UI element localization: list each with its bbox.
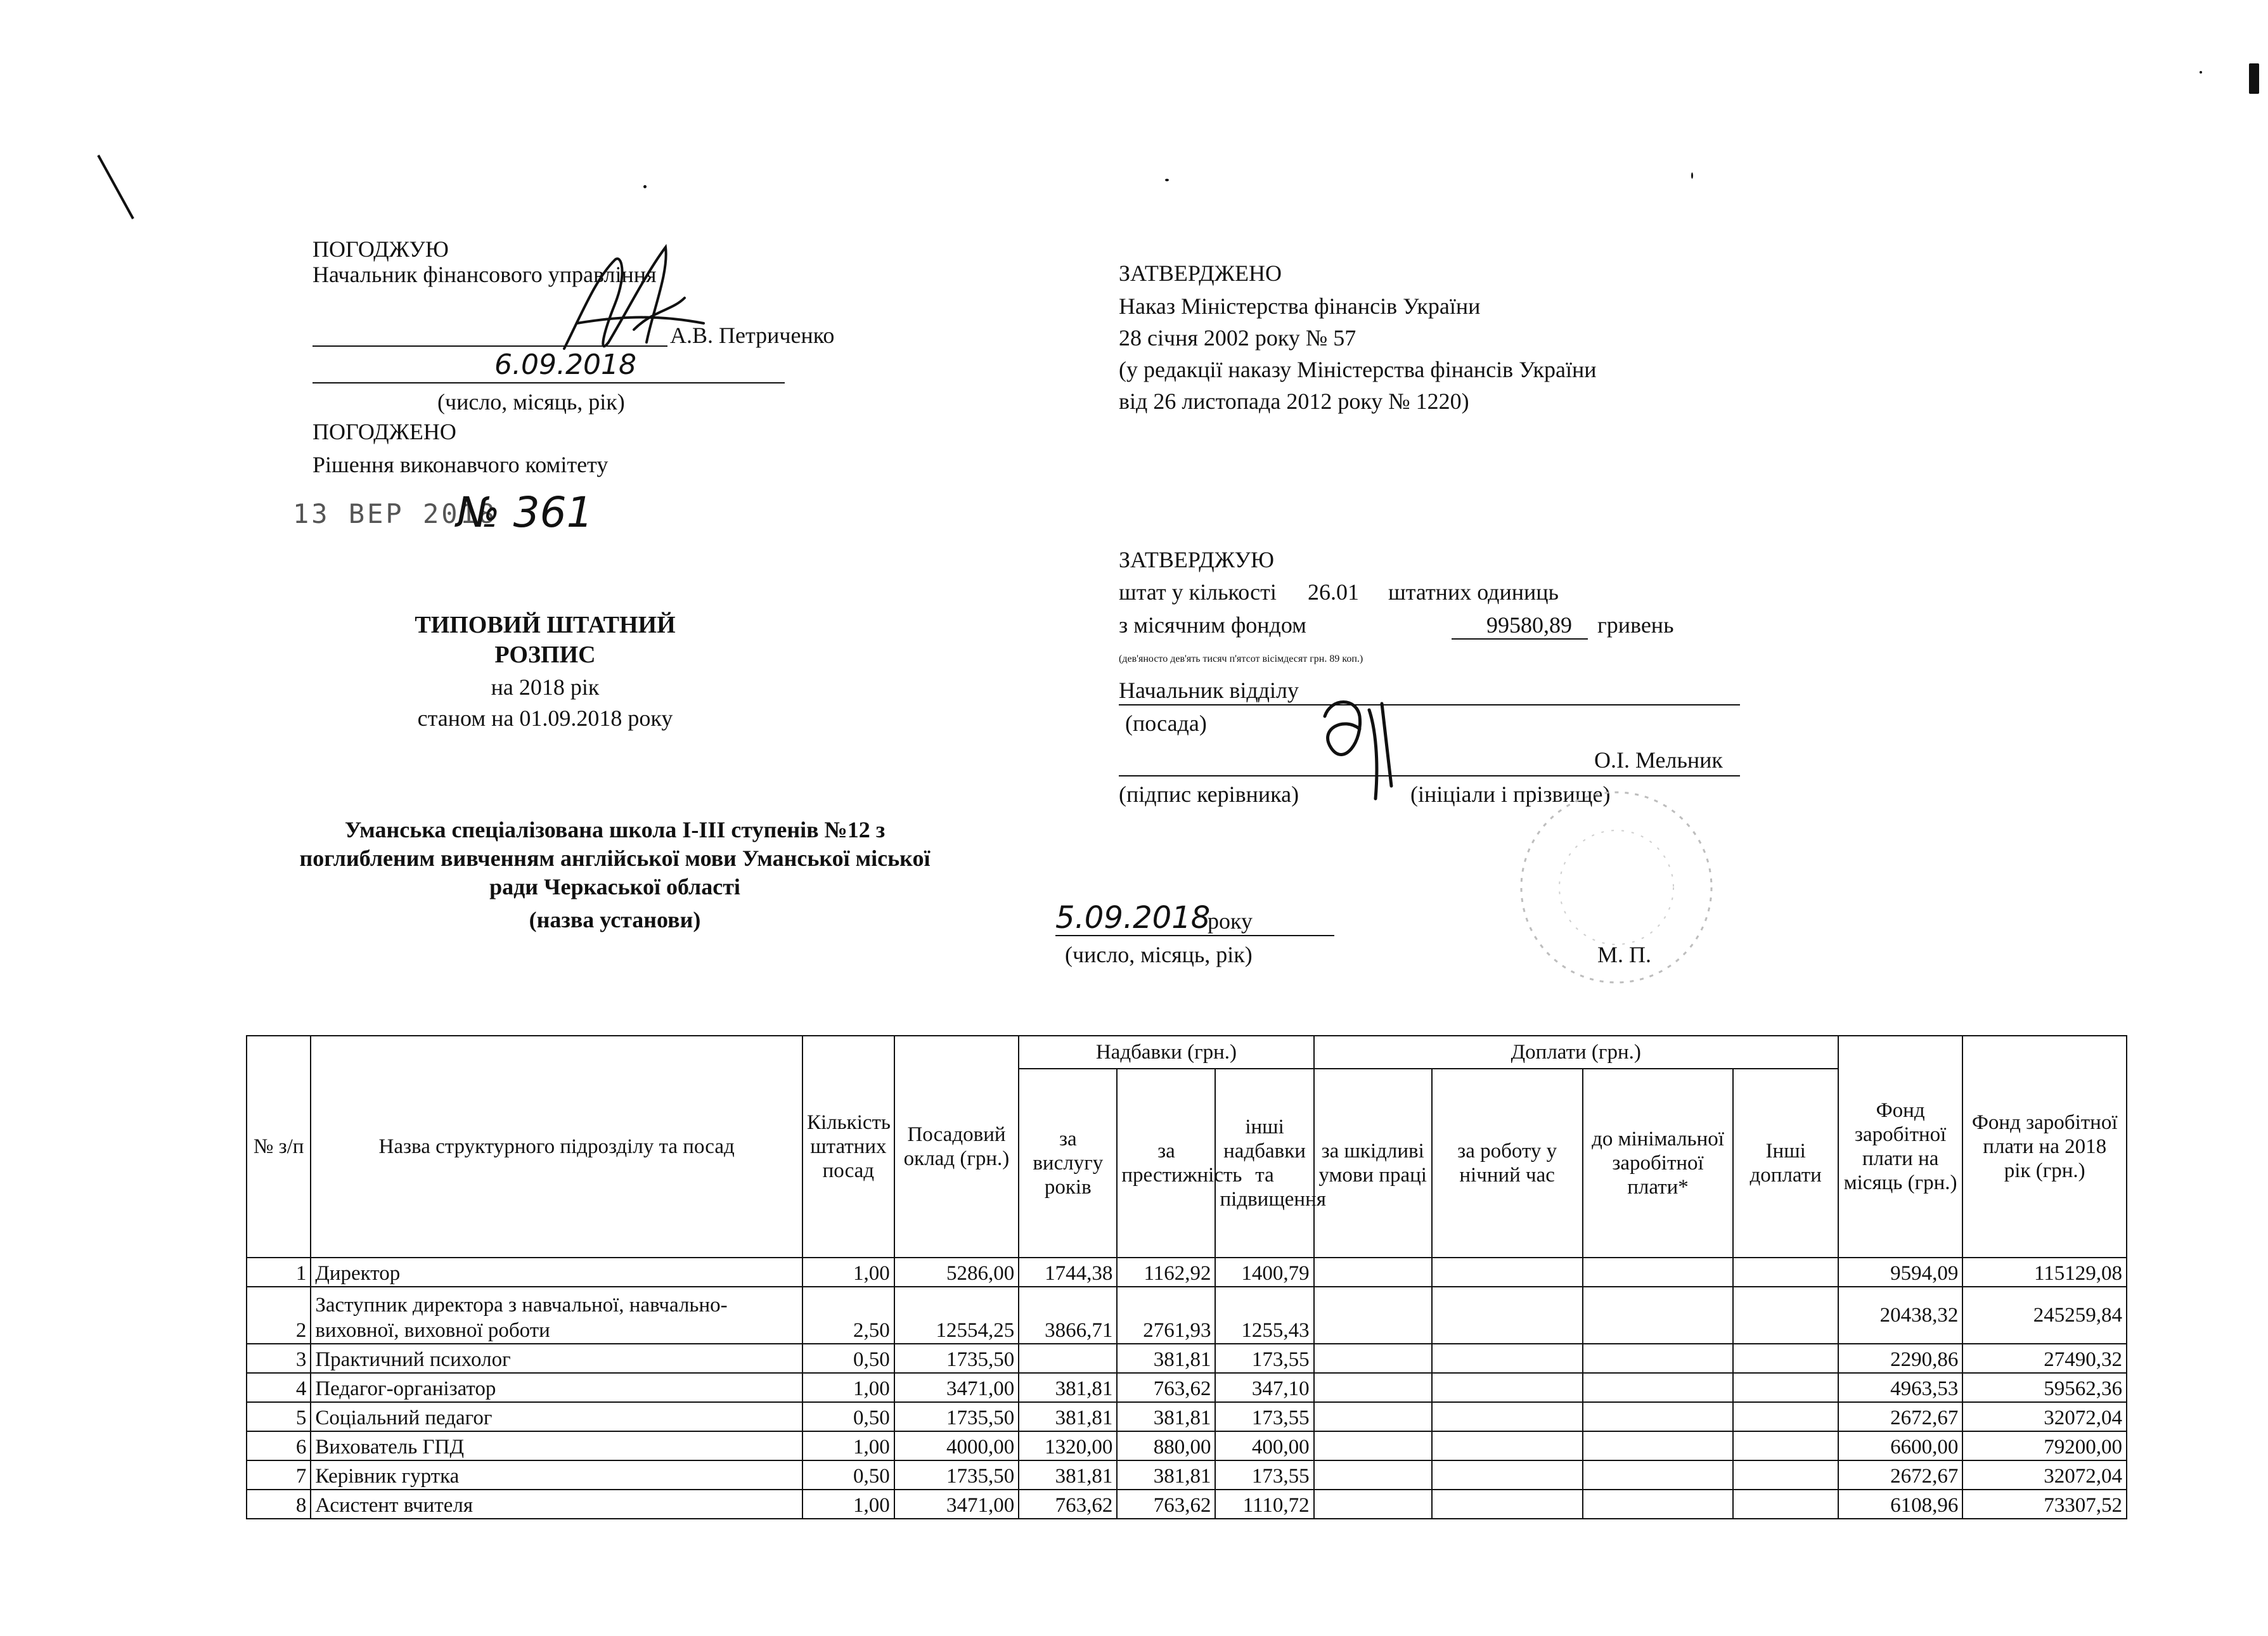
cell-name: Заступник директора з навчальної, навчально-виховної, виховної роботи: [311, 1287, 802, 1344]
cell-prestige: 381,81: [1117, 1402, 1215, 1431]
cell-other: 1400,79: [1215, 1258, 1313, 1287]
cell-count: 1,00: [802, 1490, 894, 1519]
handwritten-decision-number: № 361: [456, 488, 593, 537]
position-caption: (посада): [1125, 711, 1207, 736]
cell-prestige: 381,81: [1117, 1344, 1215, 1373]
cell-other-supplements: [1733, 1402, 1838, 1431]
cell-night: [1432, 1431, 1583, 1460]
cell-count: 1,00: [802, 1258, 894, 1287]
cell-prestige: 880,00: [1117, 1431, 1215, 1460]
institution-name-line3: ради Черкаської області: [489, 874, 740, 899]
header-harmful: за шкідливі умови праці: [1314, 1069, 1432, 1258]
cell-name: Вихователь ГПД: [311, 1431, 802, 1460]
handwritten-approval-date: 6.09.2018: [494, 349, 636, 381]
monthly-fund-prefix: з місячним фондом: [1119, 612, 1306, 638]
scan-speck: [2200, 71, 2202, 74]
cell-prestige: 763,62: [1117, 1490, 1215, 1519]
cell-minimum: [1583, 1287, 1734, 1344]
cell-other: 347,10: [1215, 1373, 1313, 1402]
staff-count-value: 26.01: [1308, 579, 1359, 605]
cell-seniority: 3866,71: [1019, 1287, 1117, 1344]
order-line-4: від 26 листопада 2012 року № 1220): [1119, 389, 1469, 414]
cell-year: 79200,00: [1962, 1431, 2127, 1460]
staff-count-prefix: штат у кількості: [1119, 579, 1277, 605]
cell-count: 0,50: [802, 1460, 894, 1490]
cell-night: [1432, 1490, 1583, 1519]
date-caption: (число, місяць, рік): [437, 389, 625, 415]
cell-count: 0,50: [802, 1402, 894, 1431]
cell-other: 1110,72: [1215, 1490, 1313, 1519]
cell-num: 3: [247, 1344, 311, 1373]
signature-name-line: [1119, 775, 1740, 776]
head-position: Начальник відділу: [1119, 678, 1299, 703]
cell-name: Педагог-організатор: [311, 1373, 802, 1402]
staff-count-suffix: штатних одиниць: [1388, 579, 1559, 605]
cell-month: 2672,67: [1838, 1460, 1962, 1490]
header-allowances-group: Надбавки (грн.): [1019, 1036, 1313, 1069]
cell-other: 173,55: [1215, 1344, 1313, 1373]
cell-night: [1432, 1258, 1583, 1287]
cell-month: 2290,86: [1838, 1344, 1962, 1373]
cell-month: 6600,00: [1838, 1431, 1962, 1460]
cell-harmful: [1314, 1460, 1432, 1490]
cell-minimum: [1583, 1344, 1734, 1373]
header-monthly-fund: Фонд заробітної плати на місяць (грн.): [1838, 1036, 1962, 1258]
header-supplements-group: Доплати (грн.): [1314, 1036, 1838, 1069]
handwritten-approval-date-right: 5.09.2018: [1055, 900, 1211, 936]
cell-month: 6108,96: [1838, 1490, 1962, 1519]
cell-night: [1432, 1402, 1583, 1431]
cell-name: Директор: [311, 1258, 802, 1287]
header-annual-fund: Фонд заробітної плати на 2018 рік (грн.): [1962, 1036, 2127, 1258]
scan-mark-slash: [95, 152, 139, 222]
fund-underline: [1452, 638, 1588, 640]
cell-minimum: [1583, 1431, 1734, 1460]
approver-position: Начальник фінансового управління: [312, 262, 657, 287]
cell-num: 8: [247, 1490, 311, 1519]
i-approve-heading: ЗАТВЕРДЖУЮ: [1119, 547, 1274, 572]
cell-year: 115129,08: [1962, 1258, 2127, 1287]
cell-seniority: 381,81: [1019, 1460, 1117, 1490]
cell-other-supplements: [1733, 1258, 1838, 1287]
table-header-row-1: [247, 1036, 2127, 1069]
scan-speck: [1691, 172, 1693, 179]
cell-other-supplements: [1733, 1460, 1838, 1490]
institution-caption: (назва установи): [529, 907, 701, 932]
cell-seniority: [1019, 1344, 1117, 1373]
cell-year: 27490,32: [1962, 1344, 2127, 1373]
table-row: [247, 1373, 2127, 1402]
header-prestige: за престижність: [1117, 1069, 1215, 1258]
header-salary: Посадовий оклад (грн.): [894, 1036, 1019, 1258]
header-name: Назва структурного підрозділу та посад: [311, 1036, 802, 1258]
cell-salary: 5286,00: [894, 1258, 1019, 1287]
cell-night: [1432, 1373, 1583, 1402]
approver-name: А.В. Петриченко: [670, 323, 835, 348]
order-line-3: (у редакції наказу Міністерства фінансів України: [1119, 357, 1597, 382]
cell-num: 6: [247, 1431, 311, 1460]
cell-name: Соціальний педагог: [311, 1402, 802, 1431]
cell-harmful: [1314, 1287, 1432, 1344]
table-row: [247, 1431, 2127, 1460]
cell-month: 9594,09: [1838, 1258, 1962, 1287]
cell-night: [1432, 1460, 1583, 1490]
cell-year: 73307,52: [1962, 1490, 2127, 1519]
cell-other: 1255,43: [1215, 1287, 1313, 1344]
document-title-line2: РОЗПИС: [494, 641, 596, 668]
header-other-supplements: Інші доплати: [1733, 1069, 1838, 1258]
cell-prestige: 763,62: [1117, 1373, 1215, 1402]
cell-minimum: [1583, 1373, 1734, 1402]
cell-num: 5: [247, 1402, 311, 1431]
scan-speck: [1165, 179, 1169, 181]
document-title: ТИПОВИЙ ШТАТНИЙ: [415, 612, 676, 638]
cell-num: 4: [247, 1373, 311, 1402]
cell-name: Асистент вчителя: [311, 1490, 802, 1519]
cell-harmful: [1314, 1402, 1432, 1431]
cell-harmful: [1314, 1373, 1432, 1402]
approval-heading: ПОГОДЖУЮ: [312, 236, 449, 262]
table-row: [247, 1402, 2127, 1431]
cell-harmful: [1314, 1431, 1432, 1460]
header-minimum: до мінімальної заробітної плати*: [1583, 1069, 1734, 1258]
cell-name: Практичний психолог: [311, 1344, 802, 1373]
cell-count: 1,00: [802, 1373, 894, 1402]
header-num: № з/п: [247, 1036, 311, 1258]
cell-other: 173,55: [1215, 1460, 1313, 1490]
cell-count: 1,00: [802, 1431, 894, 1460]
cell-minimum: [1583, 1402, 1734, 1431]
agreed-heading: ПОГОДЖЕНО: [312, 419, 456, 444]
document-as-of-date: станом на 01.09.2018 року: [417, 705, 673, 731]
scan-speck: [2249, 63, 2259, 94]
cell-other-supplements: [1733, 1490, 1838, 1519]
header-other-allowances: інші надбавки та підвищення: [1215, 1069, 1313, 1258]
cell-num: 7: [247, 1460, 311, 1490]
scan-speck: [643, 185, 647, 188]
cell-prestige: 2761,93: [1117, 1287, 1215, 1344]
cell-num: 2: [247, 1287, 311, 1344]
cell-salary: 3471,00: [894, 1373, 1019, 1402]
cell-other-supplements: [1733, 1287, 1838, 1344]
cell-harmful: [1314, 1344, 1432, 1373]
signature-caption: (підпис керівника): [1119, 782, 1299, 807]
cell-harmful: [1314, 1258, 1432, 1287]
table-row: [247, 1258, 2127, 1287]
cell-seniority: 763,62: [1019, 1490, 1117, 1519]
cell-count: 2,50: [802, 1287, 894, 1344]
cell-salary: 3471,00: [894, 1490, 1019, 1519]
cell-prestige: 1162,92: [1117, 1258, 1215, 1287]
cell-seniority: 1744,38: [1019, 1258, 1117, 1287]
document-year: на 2018 рік: [491, 674, 600, 700]
monthly-fund-suffix: гривень: [1597, 612, 1674, 638]
date-line-right: [1055, 935, 1334, 936]
cell-salary: 12554,25: [894, 1287, 1019, 1344]
cell-num: 1: [247, 1258, 311, 1287]
cell-other-supplements: [1733, 1373, 1838, 1402]
cell-count: 0,50: [802, 1344, 894, 1373]
institution-name-line2: поглибленим вивченням англійської мови Уманської міської: [299, 846, 931, 871]
approved-heading: ЗАТВЕРДЖЕНО: [1119, 261, 1282, 286]
year-word: року: [1208, 908, 1253, 934]
cell-minimum: [1583, 1490, 1734, 1519]
cell-salary: 1735,50: [894, 1460, 1019, 1490]
cell-month: 4963,53: [1838, 1373, 1962, 1402]
order-line-1: Наказ Міністерства фінансів України: [1119, 293, 1481, 319]
monthly-fund-value: 99580,89: [1486, 612, 1572, 638]
institution-name-line1: Уманська спеціалізована школа І-ІІІ ступенів №12 з: [344, 817, 886, 842]
cell-year: 32072,04: [1962, 1402, 2127, 1431]
table-row: [247, 1344, 2127, 1373]
stamp-date: 13 ВЕР 2018: [293, 498, 498, 529]
cell-prestige: 381,81: [1117, 1460, 1215, 1490]
executive-committee-decision: Рішення виконавчого комітету: [312, 452, 609, 477]
cell-seniority: 1320,00: [1019, 1431, 1117, 1460]
head-name: О.І. Мельник: [1594, 747, 1723, 773]
date-caption-right: (число, місяць, рік): [1065, 942, 1253, 967]
table-row: [247, 1490, 2127, 1519]
cell-other: 400,00: [1215, 1431, 1313, 1460]
fund-in-words: (дев'яносто дев'ять тисяч п'ятсот вісімдесят грн. 89 коп.): [1119, 654, 1363, 664]
table-row: [247, 1460, 2127, 1490]
cell-seniority: 381,81: [1019, 1402, 1117, 1431]
cell-year: 32072,04: [1962, 1460, 2127, 1490]
cell-month: 2672,67: [1838, 1402, 1962, 1431]
cell-night: [1432, 1344, 1583, 1373]
date-line: [312, 382, 785, 383]
table-row: [247, 1287, 2127, 1344]
cell-salary: 1735,50: [894, 1402, 1019, 1431]
cell-name: Керівник гуртка: [311, 1460, 802, 1490]
staff-table: [246, 1035, 2127, 1519]
header-seniority: за вислугу років: [1019, 1069, 1117, 1258]
cell-other: 173,55: [1215, 1402, 1313, 1431]
cell-other-supplements: [1733, 1344, 1838, 1373]
cell-other-supplements: [1733, 1431, 1838, 1460]
order-line-2: 28 січня 2002 року № 57: [1119, 325, 1356, 351]
cell-night: [1432, 1287, 1583, 1344]
cell-salary: 1735,50: [894, 1344, 1019, 1373]
cell-minimum: [1583, 1258, 1734, 1287]
cell-month: 20438,32: [1838, 1287, 1962, 1344]
seal-place: М. П.: [1597, 942, 1652, 967]
cell-minimum: [1583, 1460, 1734, 1490]
cell-harmful: [1314, 1490, 1432, 1519]
cell-year: 59562,36: [1962, 1373, 2127, 1402]
header-night: за роботу у нічний час: [1432, 1069, 1583, 1258]
header-count: Кількість штатних посад: [802, 1036, 894, 1258]
cell-year: 245259,84: [1962, 1287, 2127, 1344]
cell-salary: 4000,00: [894, 1431, 1019, 1460]
initials-caption: (ініціали і прізвище): [1410, 782, 1611, 807]
cell-seniority: 381,81: [1019, 1373, 1117, 1402]
